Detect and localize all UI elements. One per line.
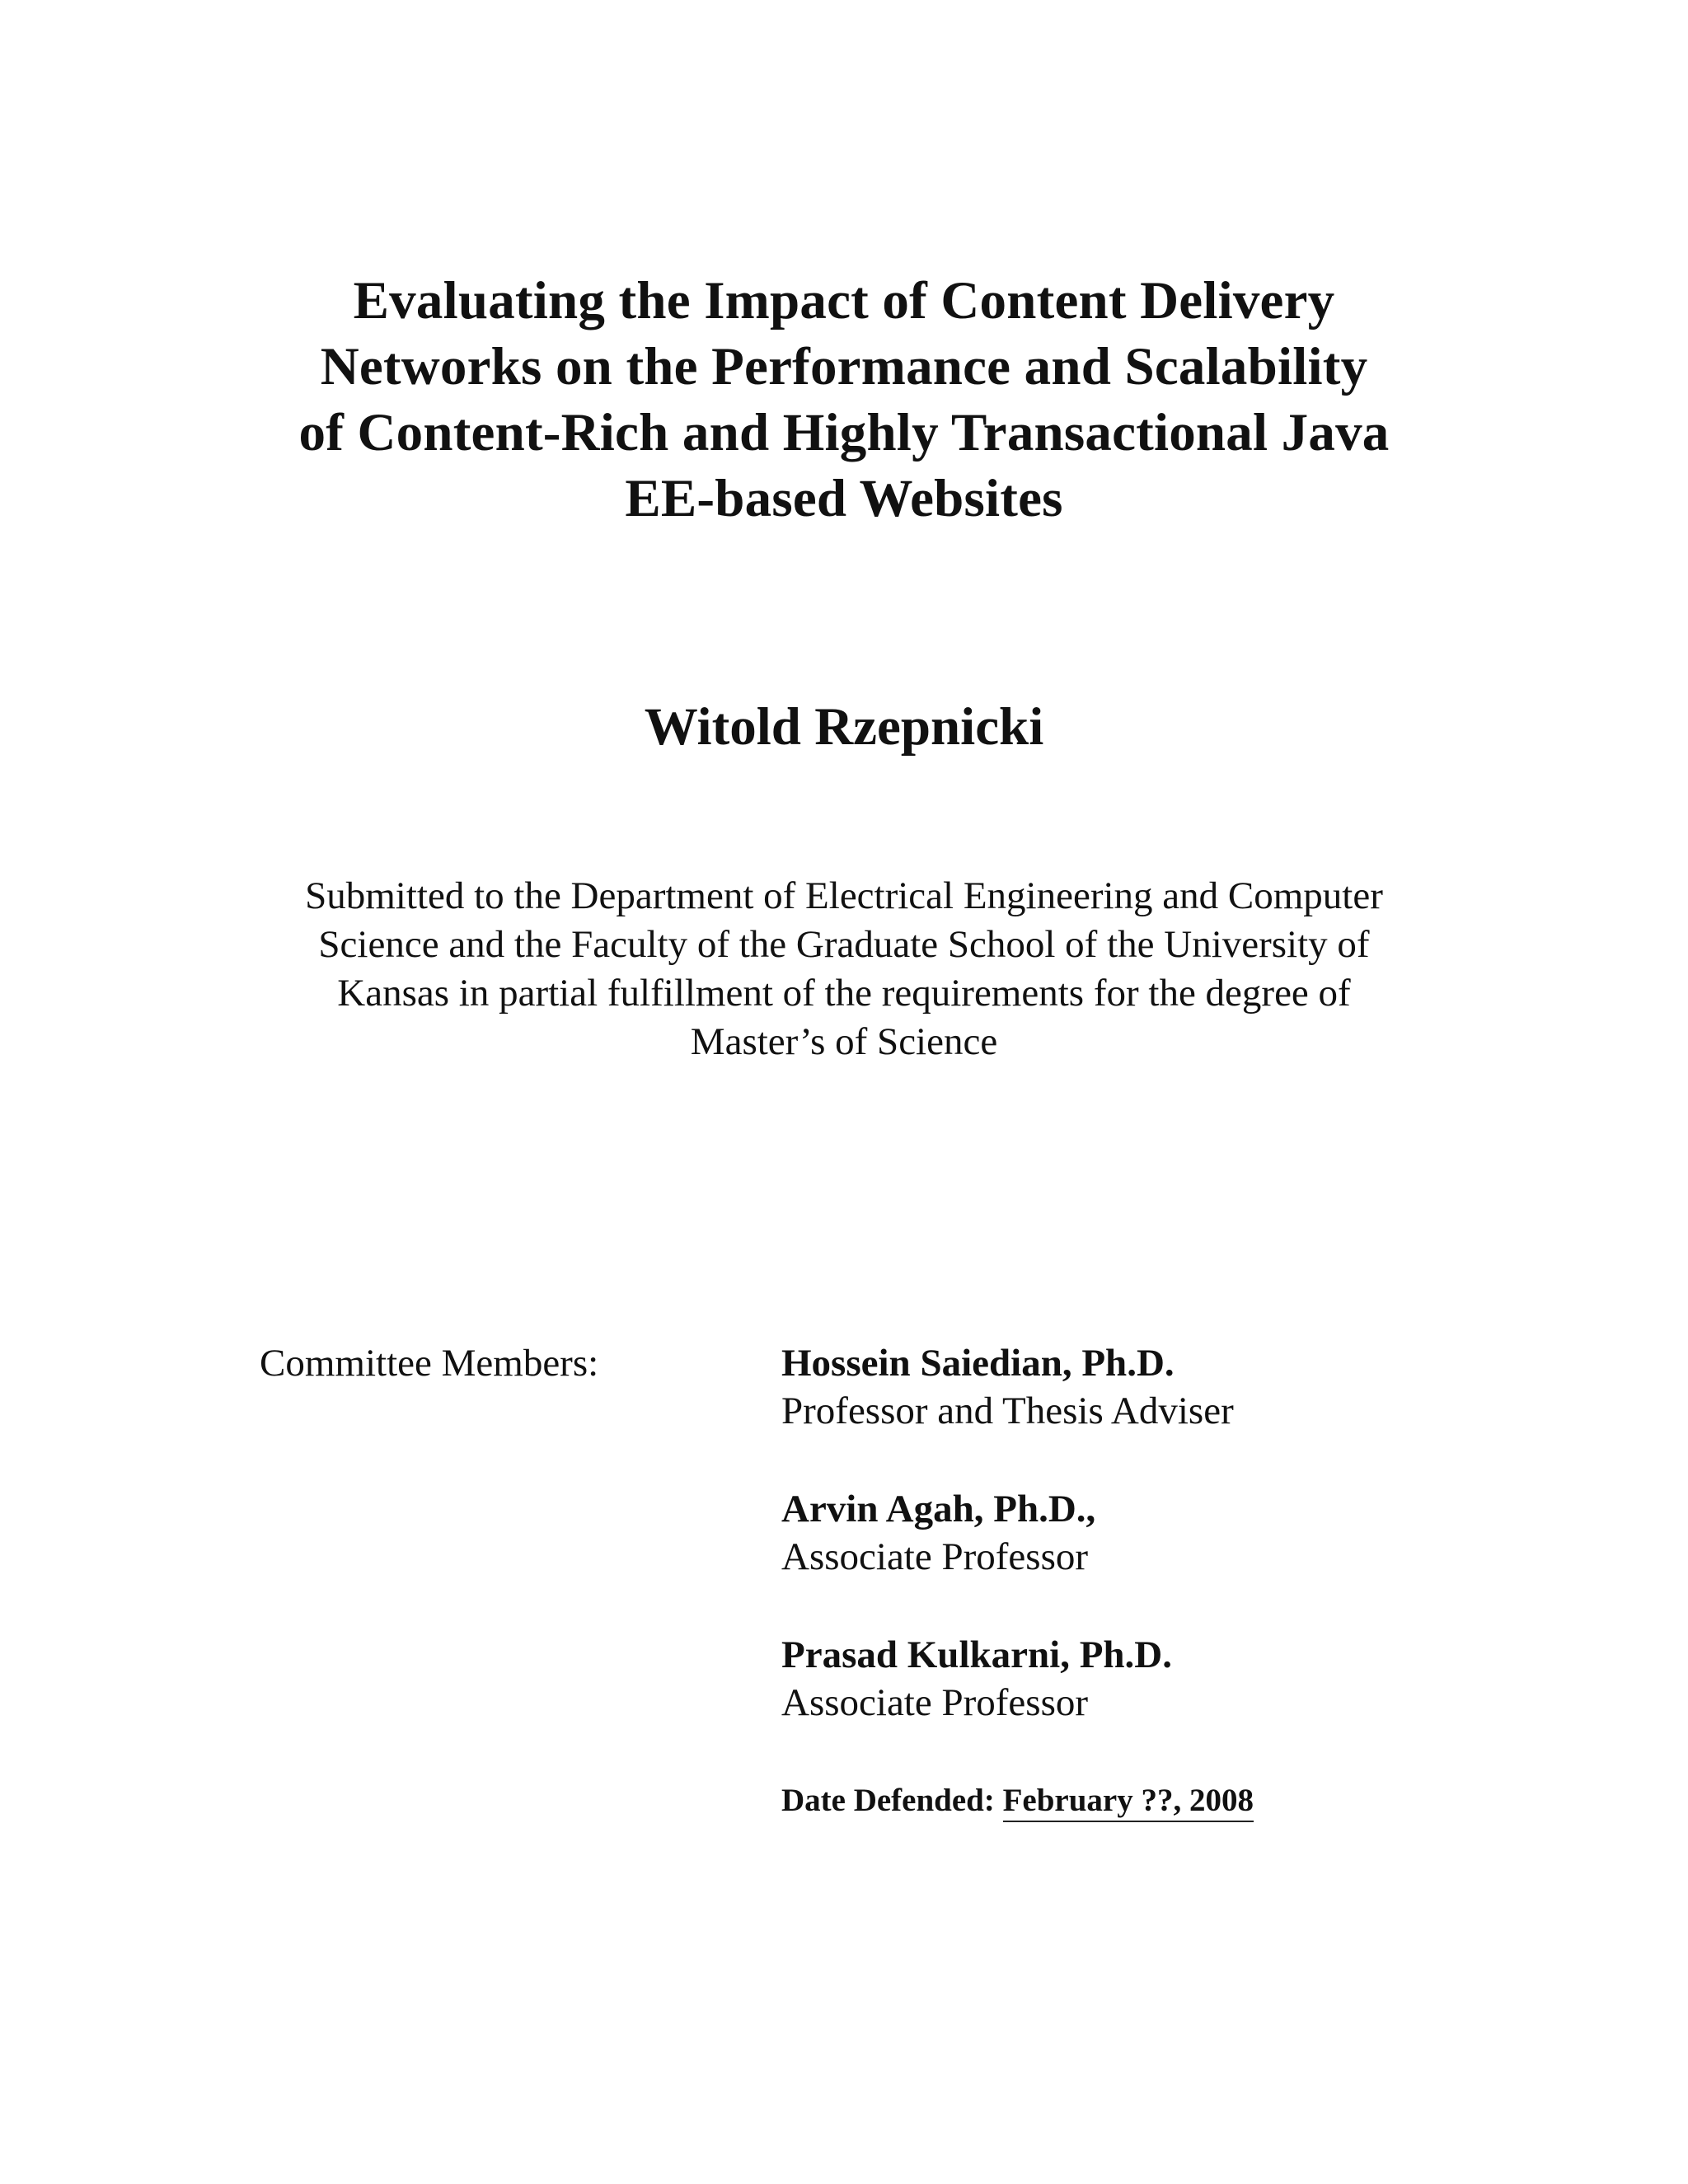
member-name: Arvin Agah, Ph.D., (781, 1488, 1096, 1530)
title-line: EE-based Websites (625, 469, 1063, 528)
member-name: Prasad Kulkarni, Ph.D. (781, 1633, 1172, 1676)
date-defended-value: February ??, 2008 (1003, 1783, 1254, 1822)
title-line: of Content-Rich and Highly Transactional Java (298, 403, 1390, 462)
committee-label: Committee Members: (260, 1342, 599, 1385)
committee-member (781, 1339, 1234, 1435)
committee-member (781, 1485, 1234, 1581)
submission-line: Science and the Faculty of the Graduate School of the University of (318, 923, 1370, 966)
submission-line: Master’s of Science (690, 1020, 998, 1063)
submission-statement (214, 872, 1474, 1066)
committee-members-list (781, 1339, 1234, 1777)
date-defended-label: Date Defended: (781, 1783, 995, 1818)
member-role: Associate Professor (781, 1535, 1089, 1578)
author-name: Witold Rzepnicki (644, 697, 1044, 757)
title-line: Evaluating the Impact of Content Delivery (353, 271, 1335, 330)
title-line: Networks on the Performance and Scalability (320, 337, 1368, 396)
thesis-title (214, 268, 1474, 532)
date-defended (781, 1780, 1254, 1822)
member-role: Associate Professor (781, 1681, 1089, 1724)
member-name: Hossein Saiedian, Ph.D. (781, 1342, 1175, 1385)
submission-line: Kansas in partial fulfillment of the requirements for the degree of (337, 972, 1351, 1015)
submission-line: Submitted to the Department of Electrical Engineering and Computer (305, 874, 1383, 917)
committee-member (781, 1631, 1234, 1727)
member-role: Professor and Thesis Adviser (781, 1390, 1234, 1432)
